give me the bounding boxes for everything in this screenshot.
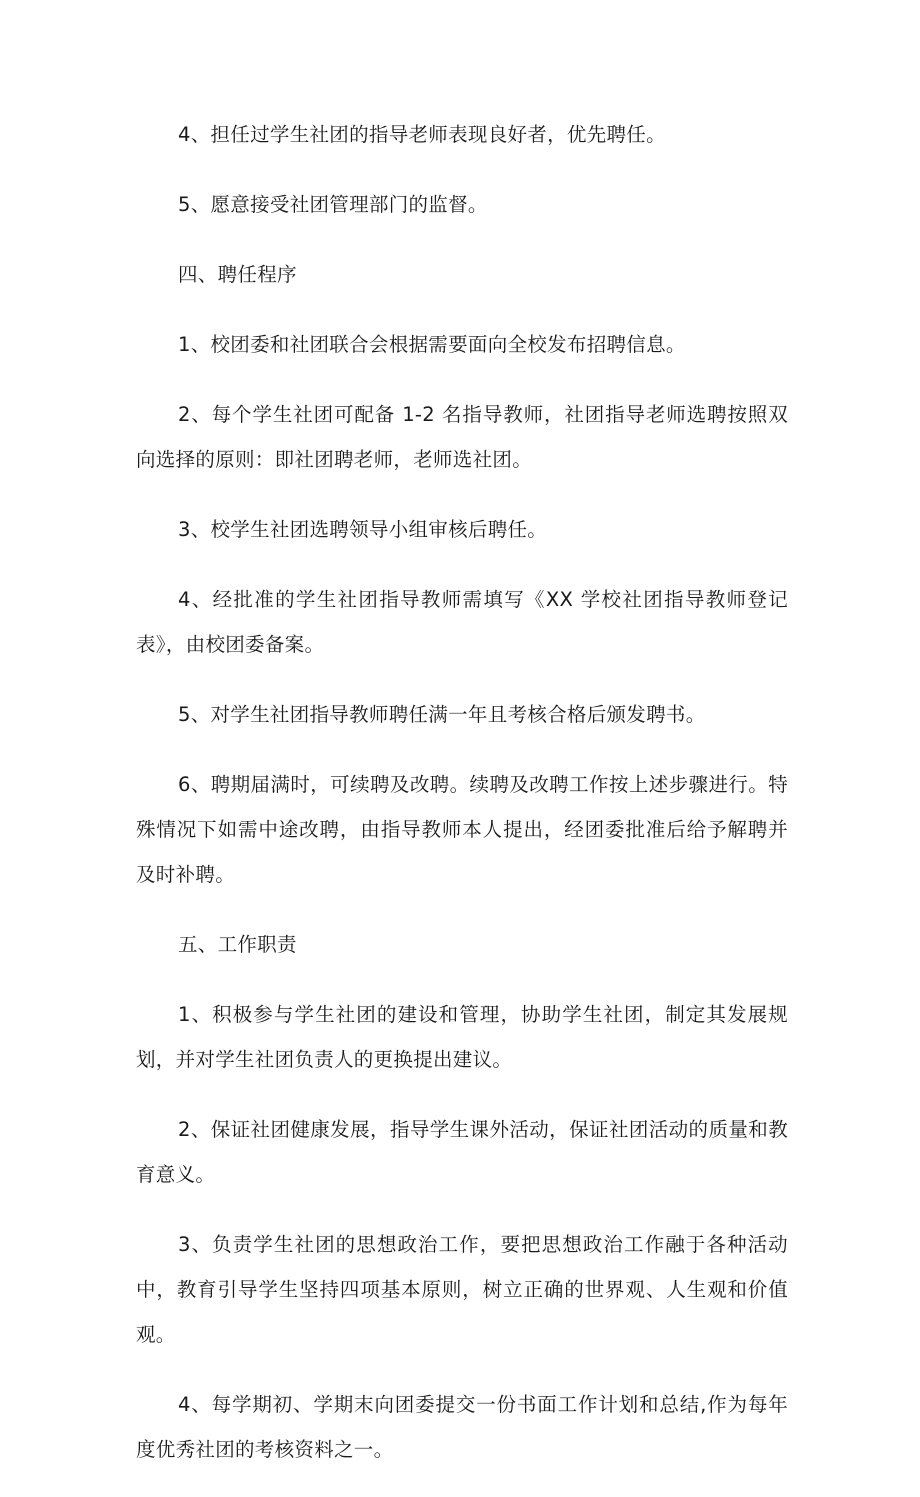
paragraph-procedure-2: 2、每个学生社团可配备 1-2 名指导教师，社团指导老师选聘按照双向选择的原则：即社团聘老师，老师选社团。: [136, 403, 788, 471]
paragraph-procedure-6: 6、聘期届满时，可续聘及改聘。续聘及改聘工作按上述步骤进行。特殊情况下如需中途改聘，由指导教师本人提出，经团委批准后给予解聘并及时补聘。: [136, 773, 788, 886]
paragraph-procedure-4: 4、经批准的学生社团指导教师需填写《XX 学校社团指导教师登记表》，由校团委备案。: [136, 588, 788, 656]
section-heading-duties: 五、工作职责: [178, 933, 297, 956]
paragraph-duty-3: 3、负责学生社团的思想政治工作，要把思想政治工作融于各种活动中，教育引导学生坚持四项基本原则，树立正确的世界观、人生观和价值观。: [136, 1233, 788, 1346]
paragraph-procedure-1: 1、校团委和社团联合会根据需要面向全校发布招聘信息。: [178, 333, 686, 356]
paragraph-duty-2: 2、保证社团健康发展，指导学生课外活动，保证社团活动的质量和教育意义。: [136, 1118, 788, 1186]
paragraph-procedure-3: 3、校学生社团选聘领导小组审核后聘任。: [178, 518, 548, 541]
paragraph-procedure-5: 5、对学生社团指导教师聘任满一年且考核合格后颁发聘书。: [178, 703, 706, 726]
paragraph-item4-priority: 4、担任过学生社团的指导老师表现良好者，优先聘任。: [178, 123, 666, 146]
section-heading-procedure: 四、聘任程序: [178, 263, 297, 286]
paragraph-duty-4: 4、每学期初、学期末向团委提交一份书面工作计划和总结,作为每年度优秀社团的考核资料之一。: [136, 1393, 788, 1461]
paragraph-item5-supervision: 5、愿意接受社团管理部门的监督。: [178, 193, 488, 216]
document-body: [136, 112, 788, 1497]
paragraph-duty-1: 1、积极参与学生社团的建设和管理，协助学生社团，制定其发展规划，并对学生社团负责人的更换提出建议。: [136, 1003, 788, 1071]
